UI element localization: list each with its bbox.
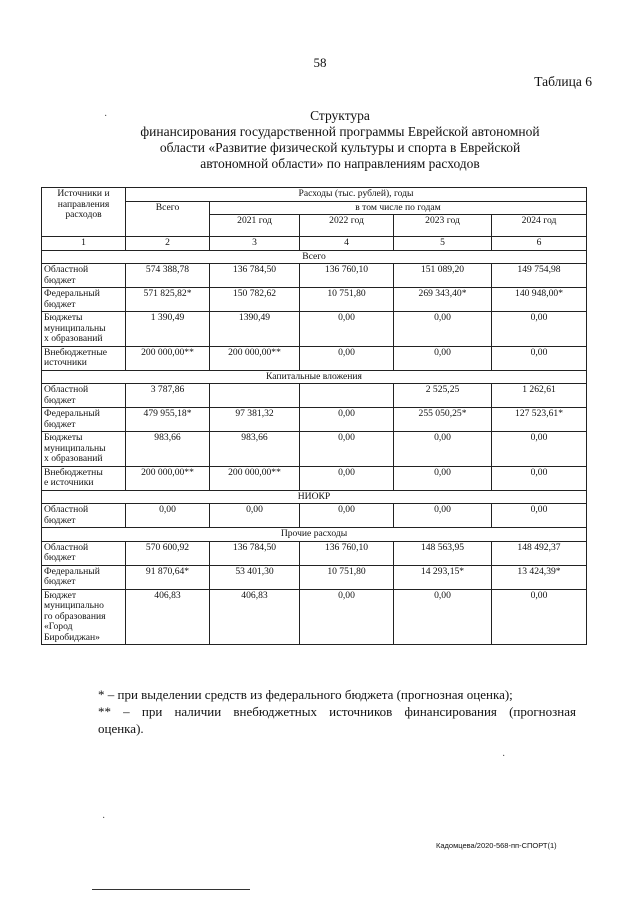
table-row <box>42 312 587 347</box>
footnote-federal: * – при выделении средств из федерального бюджета (прогнозная оценка); <box>98 687 513 702</box>
header-sources-line: направления <box>57 198 110 210</box>
table-row <box>42 264 587 288</box>
source-line: Областной <box>44 264 89 275</box>
table-row <box>42 589 587 645</box>
section-row <box>42 490 587 504</box>
source-line: Биробиджан» <box>44 631 100 643</box>
table-row <box>42 346 587 370</box>
value-cell: 127 523,61* <box>492 408 587 432</box>
source-line: муниципальны <box>44 322 106 334</box>
value-cell: 479 955,18* <box>126 408 210 432</box>
source-line: х образований <box>44 453 103 464</box>
source-line: бюджет <box>44 298 76 310</box>
source-line: муниципальны <box>44 442 106 454</box>
value-cell: 200 000,00** <box>126 466 210 490</box>
table-row <box>42 408 587 432</box>
value-cell: 136 784,50 <box>210 264 300 288</box>
section-row <box>42 370 587 384</box>
title-line: автономной области» по направлениям расходов <box>200 156 480 171</box>
value-cell: 255 050,25* <box>394 408 492 432</box>
value-cell: 0,00 <box>492 346 587 370</box>
value-cell: 983,66 <box>126 432 210 467</box>
value-cell: 0,00 <box>492 432 587 467</box>
table-row <box>42 384 587 408</box>
source-line: Бюджет <box>44 589 77 601</box>
source-cell <box>42 565 126 589</box>
value-cell: 0,00 <box>394 312 492 347</box>
header-expenses: Расходы (тыс. рублей), годы <box>126 188 587 202</box>
value-cell: 136 760,10 <box>300 264 394 288</box>
page-number: 58 <box>313 55 327 70</box>
source-line: х образований <box>44 333 103 344</box>
footnote-extrabudget: ** – при наличии внебюджетных источников финансирования (прогнозная <box>98 704 576 719</box>
column-number: 2 <box>126 237 210 251</box>
header-sources-line: расходов <box>65 209 102 220</box>
source-line: е источники <box>44 477 94 488</box>
value-cell: 140 948,00* <box>492 288 587 312</box>
value-cell: 1 390,49 <box>126 312 210 347</box>
value-cell: 10 751,80 <box>300 565 394 589</box>
value-cell <box>210 384 300 408</box>
value-cell: 406,83 <box>210 589 300 645</box>
column-number: 3 <box>210 237 300 251</box>
value-cell: 91 870,64* <box>126 565 210 589</box>
value-cell: 0,00 <box>492 466 587 490</box>
value-cell: 151 089,20 <box>394 264 492 288</box>
footnotes <box>98 686 576 737</box>
header-sources-line: Источники и <box>57 188 110 199</box>
source-cell <box>42 384 126 408</box>
value-cell: 269 343,40* <box>394 288 492 312</box>
title-line: финансирования государственной программы Еврейской автономной <box>140 124 540 139</box>
column-number-row <box>42 237 587 251</box>
value-cell: 148 492,37 <box>492 541 587 565</box>
value-cell: 0,00 <box>394 466 492 490</box>
value-cell: 1 262,61 <box>492 384 587 408</box>
value-cell: 983,66 <box>210 432 300 467</box>
table-row <box>42 504 587 528</box>
table-row <box>42 541 587 565</box>
value-cell: 14 293,15* <box>394 565 492 589</box>
value-cell: 0,00 <box>300 589 394 645</box>
source-cell <box>42 432 126 467</box>
source-cell <box>42 504 126 528</box>
source-cell <box>42 466 126 490</box>
value-cell: 0,00 <box>394 504 492 528</box>
source-cell <box>42 541 126 565</box>
table-row <box>42 288 587 312</box>
value-cell: 150 782,62 <box>210 288 300 312</box>
source-line: бюджет <box>44 514 76 526</box>
section-row <box>42 250 587 264</box>
header-year: 2024 год <box>492 215 587 237</box>
value-cell: 10 751,80 <box>300 288 394 312</box>
table-row <box>42 565 587 589</box>
value-cell: 136 784,50 <box>210 541 300 565</box>
value-cell: 0,00 <box>126 504 210 528</box>
value-cell: 0,00 <box>394 346 492 370</box>
source-line: бюджет <box>44 274 76 286</box>
section-row <box>42 528 587 542</box>
source-line: Областной <box>44 541 89 553</box>
source-line: муниципально <box>44 600 104 611</box>
header-total: Всего <box>126 201 210 237</box>
table-row <box>42 432 587 467</box>
value-cell: 0,00 <box>492 504 587 528</box>
column-number: 1 <box>42 237 126 251</box>
source-cell <box>42 589 126 645</box>
value-cell: 149 754,98 <box>492 264 587 288</box>
column-number: 5 <box>394 237 492 251</box>
value-cell: 200 000,00** <box>210 346 300 370</box>
source-line: Бюджеты <box>44 312 83 323</box>
value-cell: 0,00 <box>394 589 492 645</box>
section-title: Капитальные вложения <box>42 370 587 384</box>
source-line: бюджет <box>44 418 76 430</box>
source-line: Внебюджетные <box>44 346 108 358</box>
value-cell: 148 563,95 <box>394 541 492 565</box>
value-cell: 200 000,00** <box>210 466 300 490</box>
title-line: области «Развитие физической культуры и спорта в Еврейской <box>159 140 521 155</box>
source-line: Областной <box>44 384 89 395</box>
value-cell: 2 525,25 <box>394 384 492 408</box>
source-line: го образования <box>44 610 106 622</box>
scan-mark: · <box>102 813 106 824</box>
value-cell: 570 600,92 <box>126 541 210 565</box>
table-row <box>42 466 587 490</box>
footer-code: Кадомцева/2020-568-пп-СПОРТ(1) <box>436 841 557 850</box>
header-sources <box>42 188 126 237</box>
table-label: Таблица 6 <box>534 74 592 89</box>
value-cell: 0,00 <box>300 312 394 347</box>
source-cell <box>42 408 126 432</box>
source-line: источники <box>44 357 87 368</box>
source-line: Федеральный <box>44 408 100 419</box>
source-cell <box>42 346 126 370</box>
value-cell: 0,00 <box>300 432 394 467</box>
value-cell: 0,00 <box>210 504 300 528</box>
source-cell <box>42 264 126 288</box>
source-line: «Город <box>44 621 73 632</box>
header-year: 2023 год <box>394 215 492 237</box>
scan-mark: · <box>502 751 506 762</box>
value-cell: 53 401,30 <box>210 565 300 589</box>
header-year: 2021 год <box>210 215 300 237</box>
source-line: Областной <box>44 504 89 515</box>
value-cell: 0,00 <box>300 346 394 370</box>
header-row <box>42 188 587 202</box>
title-line: Структура <box>310 108 370 123</box>
value-cell: 571 825,82* <box>126 288 210 312</box>
value-cell <box>300 384 394 408</box>
value-cell: 574 388,78 <box>126 264 210 288</box>
value-cell: 0,00 <box>300 504 394 528</box>
value-cell: 0,00 <box>300 408 394 432</box>
value-cell: 1390,49 <box>210 312 300 347</box>
source-line: бюджет <box>44 576 76 587</box>
section-title: Прочие расходы <box>42 528 587 542</box>
value-cell: 0,00 <box>492 312 587 347</box>
bottom-divider <box>92 889 250 890</box>
value-cell: 0,00 <box>394 432 492 467</box>
document-title <box>60 108 620 172</box>
value-cell: 13 424,39* <box>492 565 587 589</box>
header-incl-years: в том числе по годам <box>210 201 587 215</box>
column-number: 4 <box>300 237 394 251</box>
footnote-extrabudget-end: оценка). <box>98 721 144 736</box>
source-line: Бюджеты <box>44 432 83 443</box>
source-line: бюджет <box>44 552 76 563</box>
value-cell: 97 381,32 <box>210 408 300 432</box>
value-cell: 136 760,10 <box>300 541 394 565</box>
source-line: бюджет <box>44 394 76 406</box>
source-line: Федеральный <box>44 288 100 299</box>
header-year: 2022 год <box>300 215 394 237</box>
column-number: 6 <box>492 237 587 251</box>
source-line: Федеральный <box>44 565 100 577</box>
section-title: НИОКР <box>42 490 587 504</box>
section-title: Всего <box>42 250 587 264</box>
value-cell: 3 787,86 <box>126 384 210 408</box>
scan-mark: · <box>104 111 108 122</box>
value-cell: 406,83 <box>126 589 210 645</box>
value-cell: 200 000,00** <box>126 346 210 370</box>
financing-table <box>41 187 587 645</box>
value-cell: 0,00 <box>300 466 394 490</box>
source-cell <box>42 312 126 347</box>
source-line: Внебюджетны <box>44 466 103 478</box>
source-cell <box>42 288 126 312</box>
value-cell: 0,00 <box>492 589 587 645</box>
